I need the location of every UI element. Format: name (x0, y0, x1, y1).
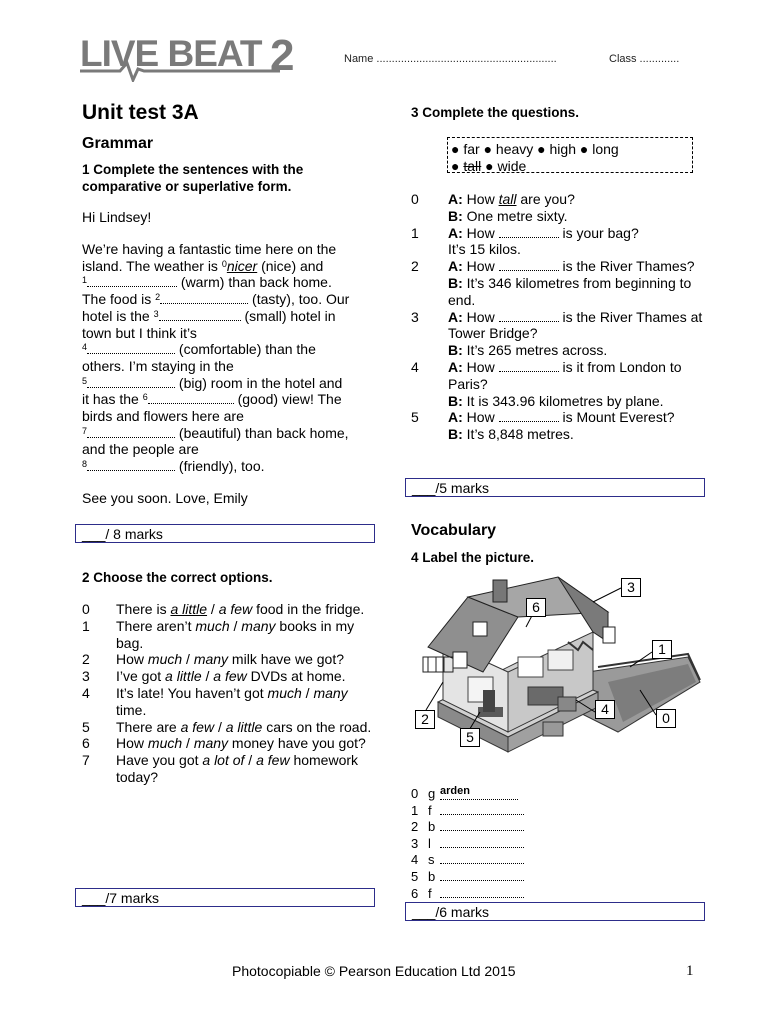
name-field[interactable]: Name ........................................................... (344, 53, 557, 65)
list-item: 1 There aren’t much / many books in my bag. (82, 617, 355, 651)
word-box-line-2: ● tall ● wide (451, 157, 527, 174)
ex1-greeting: Hi Lindsey! (82, 209, 152, 225)
list-item: 3 I’ve got a little / a few DVDs at home. (82, 668, 346, 685)
callout-label: 4 (595, 700, 615, 719)
list-item: 6 f (411, 886, 524, 903)
answer-line[interactable] (440, 886, 524, 898)
ex2-instruction: 2 Choose the correct options. (82, 570, 273, 585)
list-item: 4 It’s late! You haven’t got much / many time. (82, 684, 348, 718)
ex4-marks-box[interactable]: ___/6 marks (405, 902, 705, 921)
list-item: 4 s (411, 852, 524, 869)
svg-text:LIVE BEAT: LIVE BEAT (80, 33, 262, 74)
list-item: 5 There are a few / a little cars on the road. (82, 718, 372, 735)
ex1-marks-box[interactable]: ___/ 8 marks (75, 524, 375, 543)
word-box-line-1: ● far ● heavy ● high ● long (451, 141, 619, 157)
live-beat-logo (80, 30, 300, 82)
page-number: 1 (686, 963, 694, 979)
callout-label: 3 (621, 578, 641, 597)
list-item: 3 A: How is the River Thames at Tower Bridge? B: It’s 265 metres across. (411, 308, 703, 359)
house-illustration (408, 572, 708, 777)
struck-word: tall (463, 157, 482, 174)
list-item: 5 A: How is Mount Everest? B: It’s 8,848 metres. (411, 409, 675, 443)
answer-line[interactable] (440, 852, 524, 864)
callout-label: 6 (526, 598, 546, 617)
class-field[interactable]: Class ............. (609, 53, 680, 65)
list-item: 4 A: How is it from London to Paris? B: It is 343.96 kilometres by plane. (411, 358, 682, 409)
list-item: 0 A: How tall are you? B: One metre sixty. (411, 191, 575, 224)
ex2-list (82, 601, 377, 786)
answer-line[interactable] (440, 836, 524, 848)
copyright-footer: Photocopiable © Pearson Education Ltd 2015 (232, 963, 516, 979)
ex1-instruction: 1 Complete the sentences with the comparative or superlative form. (82, 162, 304, 194)
answer-line[interactable] (440, 803, 524, 815)
list-item: 1 f (411, 803, 524, 820)
ex3-list (411, 191, 706, 443)
answer-line[interactable] (440, 819, 524, 831)
page-title: Unit test 3A (82, 101, 199, 124)
list-item: 2 A: How is the River Thames? B: It’s 346 kilometres from beginning to end. (411, 258, 695, 308)
ex1-passage: We’re having a fantastic time here on the island. The weather is $^0$nicer (nice) and $^1$ (warm) than back home. The food is $^2$ (tasty), too. Our hotel is the $^3$ (small) hotel in town but I think it’s $^4$ (comfortable) than the others. I’m staying in the $^5$ (big) room in the hotel and it has the $^6$ (good) view! The birds and flowers here are $^7$ (beautiful) than back home, and the people are $^8$ (friendly), too. (82, 241, 350, 475)
callout-label: 5 (460, 728, 480, 747)
ex3-marks-box[interactable]: ___/5 marks (405, 478, 705, 497)
list-item: 1 A: How is your bag? It’s 15 kilos. (411, 224, 639, 258)
ex3-instruction: 3 Complete the questions. (411, 105, 580, 120)
answer-line[interactable] (440, 869, 524, 881)
list-item: 0 g arden (411, 786, 524, 803)
callout-label: 1 (652, 640, 672, 659)
grammar-heading: Grammar (82, 135, 154, 152)
list-item: 3 l (411, 836, 524, 853)
list-item: 2 b (411, 819, 524, 836)
list-item: 5 b (411, 869, 524, 886)
list-item: 2 How much / many milk have we got? (82, 651, 344, 668)
ex1-signoff: See you soon. Love, Emily (82, 490, 248, 506)
vocabulary-heading: Vocabulary (411, 522, 497, 539)
svg-text:2: 2 (270, 31, 295, 80)
list-item: 7 Have you got a lot of / a few homework today? (82, 752, 359, 785)
callout-label: 0 (656, 709, 676, 728)
ex4-label-list (411, 786, 524, 902)
ex4-instruction: 4 Label the picture. (411, 550, 535, 565)
word-box (447, 137, 693, 173)
ex2-marks-box[interactable]: ___/7 marks (75, 888, 375, 907)
callout-label: 2 (415, 710, 435, 729)
list-item: 6 How much / many money have you got? (82, 735, 366, 752)
list-item: 0 There is a little / a few food in the fridge. (82, 601, 365, 617)
